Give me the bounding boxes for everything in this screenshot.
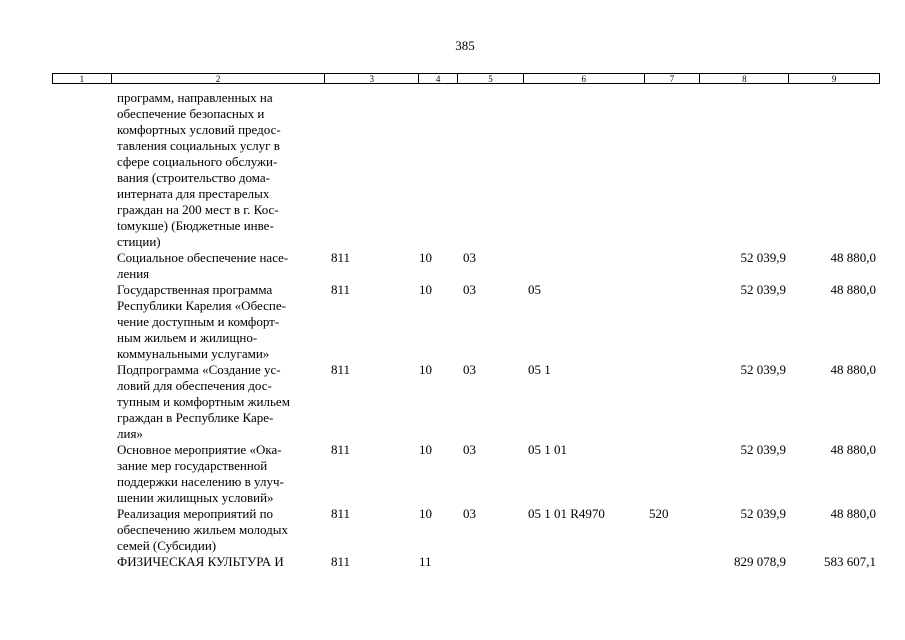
table-row xyxy=(52,442,880,506)
table-row xyxy=(52,362,880,442)
table-header-row xyxy=(52,73,880,84)
row-vr xyxy=(645,442,701,506)
row-vr xyxy=(645,282,701,362)
row-name: Государственная программа Республики Карелия «Обеспе- чение доступным и комфорт- ным жильем и жилищно- коммунальными услугами» xyxy=(117,282,286,361)
row-pr: 03 xyxy=(463,250,476,265)
row-csr: 05 1 01 R4970 xyxy=(528,506,605,521)
row-pr: 03 xyxy=(463,442,476,457)
row-pr: 03 xyxy=(463,282,476,297)
row-col-1 xyxy=(52,250,111,282)
page-number: 385 xyxy=(455,38,475,53)
header-col-3: 3 xyxy=(325,74,419,83)
row-sum-2: 48 880,0 xyxy=(830,250,876,265)
row-csr: 05 1 01 xyxy=(528,442,567,457)
row-col-1 xyxy=(52,362,111,442)
header-col-2: 2 xyxy=(112,74,325,83)
row-col-1 xyxy=(52,282,111,362)
row-pr xyxy=(458,90,524,250)
row-ved: 811 xyxy=(331,506,351,521)
header-col-9: 9 xyxy=(831,74,837,84)
row-csr: 05 xyxy=(528,282,541,297)
row-sum-2: 583 607,1 xyxy=(824,554,876,569)
row-rz: 10 xyxy=(419,506,432,521)
row-name: ФИЗИЧЕСКАЯ КУЛЬТУРА И xyxy=(117,554,284,569)
row-rz: 10 xyxy=(419,442,432,457)
row-sum-2: 48 880,0 xyxy=(830,282,876,297)
row-ved: 811 xyxy=(331,554,351,569)
header-col-7: 7 xyxy=(645,74,701,83)
row-col-1 xyxy=(52,90,111,250)
row-rz: 10 xyxy=(419,282,432,297)
row-name: программ, направленных на обеспечение безопасных и комфортных условий предос- тавления социальных услуг в сфере социального обслужи- вания (строительство дома- интерната для престарелых граждан на 200 мест в г. Кос- tомукше) (Бюджетные инве- стиции) xyxy=(117,90,281,249)
table-row xyxy=(52,506,880,554)
row-ved: 811 xyxy=(331,362,351,377)
row-pr xyxy=(458,554,524,570)
row-name: Подпрограмма «Создание ус- ловий для обеспечения дос- тупным и комфортным жильем граждан в Республике Каре- лия» xyxy=(117,362,290,441)
row-sum-2: 48 880,0 xyxy=(830,442,876,457)
row-sum-1: 52 039,9 xyxy=(740,506,786,521)
header-col-4: 4 xyxy=(419,74,458,83)
table-row xyxy=(52,282,880,362)
header-col-1: 1 xyxy=(53,74,112,83)
row-ved: 811 xyxy=(331,442,351,457)
row-vr xyxy=(645,362,701,442)
row-sum-1: 52 039,9 xyxy=(740,282,786,297)
row-vr: 520 xyxy=(649,506,669,521)
row-sum-1: 52 039,9 xyxy=(740,362,786,377)
header-col-8: 8 xyxy=(700,74,789,83)
row-sum-2: 48 880,0 xyxy=(830,362,876,377)
row-pr: 03 xyxy=(463,506,476,521)
row-ved: 811 xyxy=(331,250,351,265)
row-col-1 xyxy=(52,554,111,570)
row-sum-1: 829 078,9 xyxy=(734,554,786,569)
row-sum-1 xyxy=(701,90,790,250)
row-ved: 811 xyxy=(331,282,351,297)
row-sum-1: 52 039,9 xyxy=(740,250,786,265)
table-row xyxy=(52,90,880,250)
row-name: Социальное обеспечение насе- ления xyxy=(117,250,289,281)
row-csr: 05 1 xyxy=(528,362,551,377)
row-sum-2 xyxy=(790,90,880,250)
row-name: Реализация мероприятий по обеспечению жильем молодых семей (Субсидии) xyxy=(117,506,289,553)
row-rz: 11 xyxy=(419,554,432,569)
table-row xyxy=(52,250,880,282)
row-col-1 xyxy=(52,506,111,554)
row-pr: 03 xyxy=(463,362,476,377)
row-csr xyxy=(524,90,645,250)
header-col-5: 5 xyxy=(458,74,524,83)
row-sum-1: 52 039,9 xyxy=(740,442,786,457)
row-name: Основное мероприятие «Ока- зание мер государственной поддержки населению в улуч- шении жилищных условий» xyxy=(117,442,284,505)
row-rz: 10 xyxy=(419,250,432,265)
row-rz: 10 xyxy=(419,362,432,377)
row-csr xyxy=(524,554,645,570)
row-rz xyxy=(419,90,458,250)
row-vr xyxy=(645,554,701,570)
row-csr xyxy=(524,250,645,282)
row-sum-2: 48 880,0 xyxy=(830,506,876,521)
header-col-6: 6 xyxy=(524,74,645,83)
table-row xyxy=(52,554,880,570)
row-vr xyxy=(645,90,701,250)
table-body xyxy=(52,90,880,570)
row-col-1 xyxy=(52,442,111,506)
row-ved xyxy=(325,90,419,250)
row-vr xyxy=(645,250,701,282)
